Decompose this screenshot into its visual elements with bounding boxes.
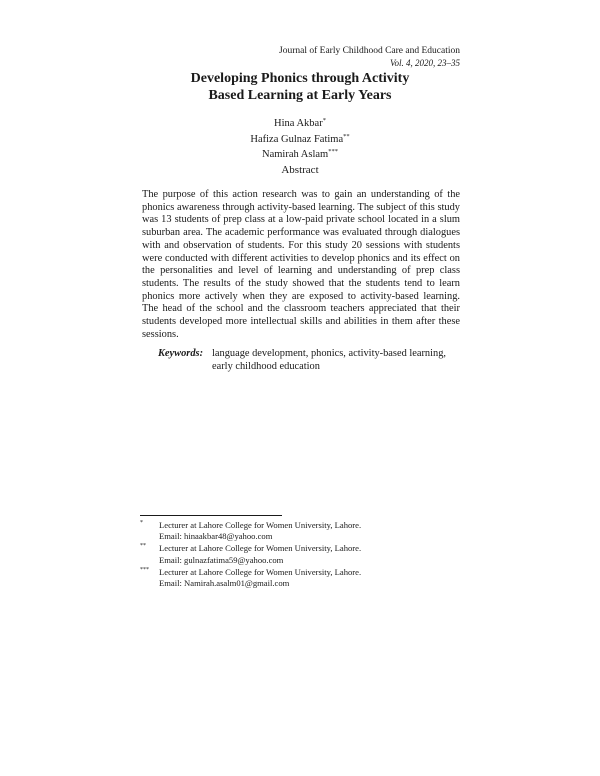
footnote-mark: *** bbox=[140, 566, 149, 573]
author-list bbox=[140, 115, 460, 162]
footnote bbox=[140, 520, 460, 542]
keywords bbox=[158, 347, 460, 373]
author-name: Hafiza Gulnaz Fatima bbox=[250, 133, 344, 145]
footnote-email: Email: Namirah.asalm01@gmail.com bbox=[159, 578, 290, 589]
footnote bbox=[140, 543, 460, 565]
journal-volume: Vol. 4, 2020, 23–35 bbox=[389, 58, 460, 68]
footnote-email: Email: hinaakbar48@yahoo.com bbox=[159, 531, 273, 542]
journal-header bbox=[279, 45, 460, 69]
keywords-label: Keywords: bbox=[158, 348, 204, 359]
journal-name: Journal of Early Childhood Care and Education bbox=[279, 46, 460, 56]
footnote-affiliation: Lecturer at Lahore College for Women University, Lahore. bbox=[159, 566, 362, 577]
footnote-mark: ** bbox=[140, 543, 146, 550]
footnote-affiliation: Lecturer at Lahore College for Women University, Lahore. bbox=[159, 520, 362, 530]
author-mark: *** bbox=[328, 148, 338, 155]
footnote-divider bbox=[140, 515, 282, 516]
abstract-heading: Abstract bbox=[281, 164, 319, 176]
footnote bbox=[140, 567, 460, 589]
abstract-text: The purpose of this action research was to gain an understanding of the phonics awareness through activity-based learning. The subject of this study was 13 students of prep class at a low-paid private school located in a slum suburban area. The academic performance was evaluated through dialogues with and observation of students. For this study 20 sessions with students were conducted with different activities to develop phonics and its effect on the personalities and level of learning and understanding of prep class students. The results of the study showed that the students tend to learn phonics more actively when they are exposed to activity-based learning. The head of the school and the classroom teachers appreciated that their students developed more intellectual skills and abilities in them after these sessions. bbox=[142, 189, 460, 340]
author bbox=[140, 131, 460, 147]
author bbox=[140, 115, 460, 131]
title-line-2: Based Learning at Early Years bbox=[208, 88, 392, 103]
author-name: Namirah Aslam bbox=[262, 149, 329, 160]
footnote-mark: * bbox=[140, 520, 143, 526]
paper-title bbox=[140, 70, 460, 104]
author-mark: * bbox=[322, 117, 326, 124]
title-line-1: Developing Phonics through Activity bbox=[190, 71, 410, 86]
footnotes bbox=[140, 520, 460, 590]
author-mark: ** bbox=[343, 132, 350, 140]
keywords-text: language development, phonics, activity-based learning, early childhood education bbox=[212, 348, 447, 372]
author-name: Hina Akbar bbox=[274, 118, 323, 129]
author bbox=[140, 146, 460, 162]
footnote-email: Email: gulnazfatima59@yahoo.com bbox=[159, 554, 284, 565]
footnote-affiliation: Lecturer at Lahore College for Women University, Lahore. bbox=[159, 543, 362, 554]
